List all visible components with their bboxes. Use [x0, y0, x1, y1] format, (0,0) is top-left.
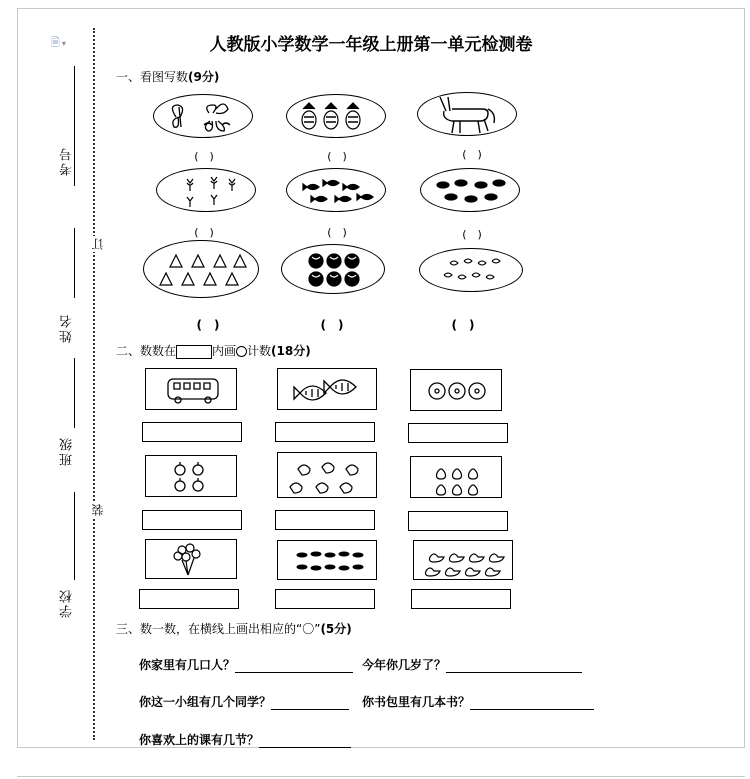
pic-pears	[410, 456, 502, 498]
answer-box-5[interactable]	[275, 510, 375, 530]
duck-icon	[414, 541, 514, 581]
answer-paren-3[interactable]: ( )	[462, 148, 482, 161]
answer-box-2[interactable]	[275, 422, 375, 442]
oval-leaves	[419, 248, 523, 292]
bus-icon	[146, 369, 238, 411]
answer-box-9[interactable]	[411, 589, 511, 609]
shell-icon	[144, 241, 260, 299]
pic-fish	[277, 368, 377, 410]
pic-ducks	[413, 540, 513, 580]
oval-shells	[143, 240, 259, 298]
fish-icon	[278, 369, 378, 411]
apple-icon	[146, 456, 238, 498]
kaohao-label: 考号	[60, 146, 75, 176]
oval-birds	[420, 168, 520, 212]
pic-flowers	[410, 369, 502, 411]
class-line	[74, 492, 75, 580]
page-separator	[17, 776, 745, 777]
doc-title: 人教版小学数学一年级上册第一单元检测卷	[209, 35, 533, 55]
answer-line-4[interactable]	[470, 697, 594, 710]
answer-line-3[interactable]	[271, 697, 349, 710]
kaohao-line-2	[74, 228, 75, 298]
pic-balloons	[145, 539, 237, 579]
pic-apples	[145, 455, 237, 497]
document-icon[interactable]: 🗎 ▾	[51, 36, 66, 49]
flower-icon	[157, 169, 257, 213]
school-label: 学校	[60, 588, 75, 618]
answer-box-7[interactable]	[139, 589, 239, 609]
pic-roosters	[277, 452, 377, 498]
answer-box-4[interactable]	[142, 510, 242, 530]
ding-label: 订	[91, 238, 105, 250]
butterfly-icon	[154, 95, 254, 139]
answer-paren-1[interactable]: ( )	[194, 150, 214, 163]
oval-butterflies	[153, 94, 253, 138]
fish-icon	[287, 169, 387, 213]
class-label: 班级	[60, 436, 75, 466]
answer-line-1[interactable]	[235, 660, 353, 673]
section2-heading: 二、数数在 内画 计数(18分)	[116, 344, 311, 358]
zhuang-label: 装	[91, 504, 105, 516]
answer-paren-7[interactable]: ( )	[196, 318, 220, 332]
section3-heading: 三、数一数，在横线上画出相应的“〇”(5分)	[116, 622, 352, 636]
pic-small-fish	[277, 540, 377, 580]
flower-icon	[411, 370, 503, 412]
circle-icon	[236, 346, 247, 357]
bird-icon	[421, 169, 521, 213]
donkey-icon	[418, 93, 518, 137]
section1-heading: 一、看图写数(9分)	[116, 70, 220, 84]
question-3: 你这一小组有几个同学？	[139, 693, 349, 710]
answer-line-5[interactable]	[259, 735, 351, 748]
pinecone-icon	[287, 95, 387, 139]
balloon-icon	[146, 540, 238, 580]
rooster-icon	[278, 453, 378, 499]
pear-icon	[411, 457, 503, 499]
answer-paren-6[interactable]: ( )	[462, 228, 482, 241]
question-1: 你家里有几口人？	[139, 656, 353, 673]
answer-paren-5[interactable]: ( )	[327, 226, 347, 239]
name-label: 姓名	[60, 313, 75, 343]
oval-donkey	[417, 92, 517, 136]
oval-balls	[281, 244, 385, 294]
ball-icon	[282, 245, 386, 295]
answer-box-1[interactable]	[142, 422, 242, 442]
binding-dotted-line	[93, 28, 95, 740]
answer-box-3[interactable]	[408, 423, 508, 443]
answer-paren-9[interactable]: ( )	[451, 318, 475, 332]
question-5: 你喜欢上的课有几节？	[139, 731, 351, 748]
answer-paren-2[interactable]: ( )	[327, 150, 347, 163]
answer-paren-4[interactable]: ( )	[194, 226, 214, 239]
fish-icon	[278, 541, 378, 581]
leaf-icon	[420, 249, 524, 293]
question-2: 今年你几岁了？	[362, 656, 582, 673]
answer-box-6[interactable]	[408, 511, 508, 531]
oval-pinecones	[286, 94, 386, 138]
oval-flowers	[156, 168, 256, 212]
name-line	[74, 358, 75, 428]
pic-bus	[145, 368, 237, 410]
inline-box-icon	[176, 345, 212, 359]
question-4: 你书包里有几本书？	[362, 693, 594, 710]
answer-box-8[interactable]	[275, 589, 375, 609]
answer-line-2[interactable]	[446, 660, 582, 673]
answer-paren-8[interactable]: ( )	[320, 318, 344, 332]
oval-fish	[286, 168, 386, 212]
